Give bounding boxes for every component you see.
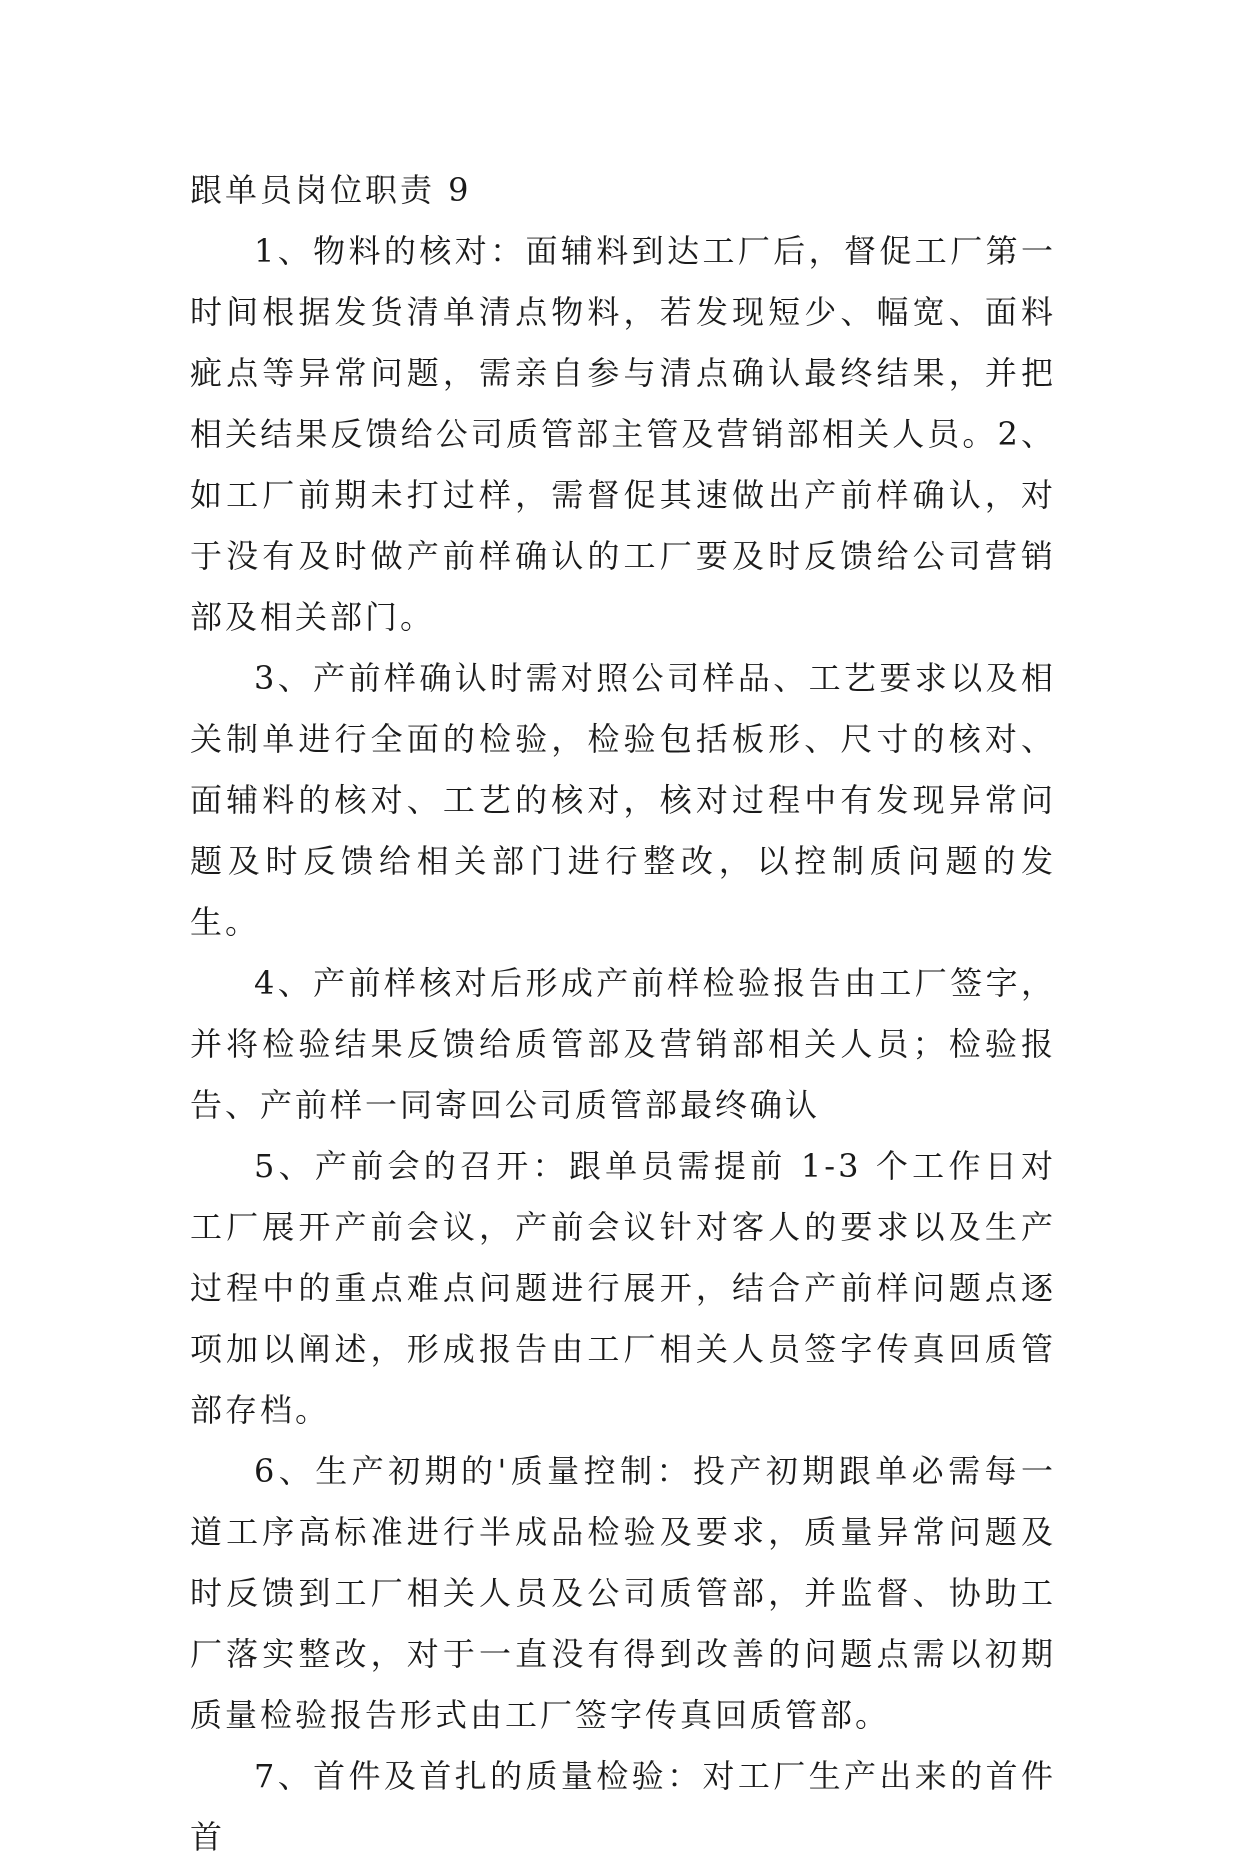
paragraph-6: 7、首件及首扎的质量检验：对工厂生产出来的首件首: [190, 1757, 1056, 1856]
paragraph-3: 4、产前样核对后形成产前样检验报告由工厂签字，并将检验结果反馈给质管部及营销部相关人员；检验报告、产前样一同寄回公司质管部最终确认: [190, 964, 1056, 1124]
document-title: 跟单员岗位职责 9: [190, 171, 472, 209]
paragraph-5: 6、生产初期的'质量控制：投产初期跟单必需每一道工序高标准进行半成品检验及要求，质量异常问题及时反馈到工厂相关人员及公司质管部，并监督、协助工厂落实整改，对于一直没有得到改善的问题点需以初期质量检验报告形式由工厂签字传真回质管部。: [190, 1452, 1056, 1734]
paragraph-2: 3、产前样确认时需对照公司样品、工艺要求以及相关制单进行全面的检验，检验包括板形、尺寸的核对、面辅料的核对、工艺的核对，核对过程中有发现异常问题及时反馈给相关部门进行整改，以控制质问题的发生。: [190, 659, 1056, 941]
paragraph-4: 5、产前会的召开：跟单员需提前 1-3 个工作日对工厂展开产前会议，产前会议针对客人的要求以及生产过程中的重点难点问题进行展开，结合产前样问题点逐项加以阐述，形成报告由工厂相关人员签字传真回质管部存档。: [190, 1147, 1056, 1429]
paragraph-1: 1、物料的核对：面辅料到达工厂后，督促工厂第一时间根据发货清单清点物料，若发现短少、幅宽、面料疵点等异常问题，需亲自参与清点确认最终结果，并把相关结果反馈给公司质管部主管及营销部相关人员。2、如工厂前期未打过样，需督促其速做出产前样确认，对于没有及时做产前样确认的工厂要及时反馈给公司营销部及相关部门。: [190, 232, 1056, 636]
document-body: [190, 160, 1056, 1868]
